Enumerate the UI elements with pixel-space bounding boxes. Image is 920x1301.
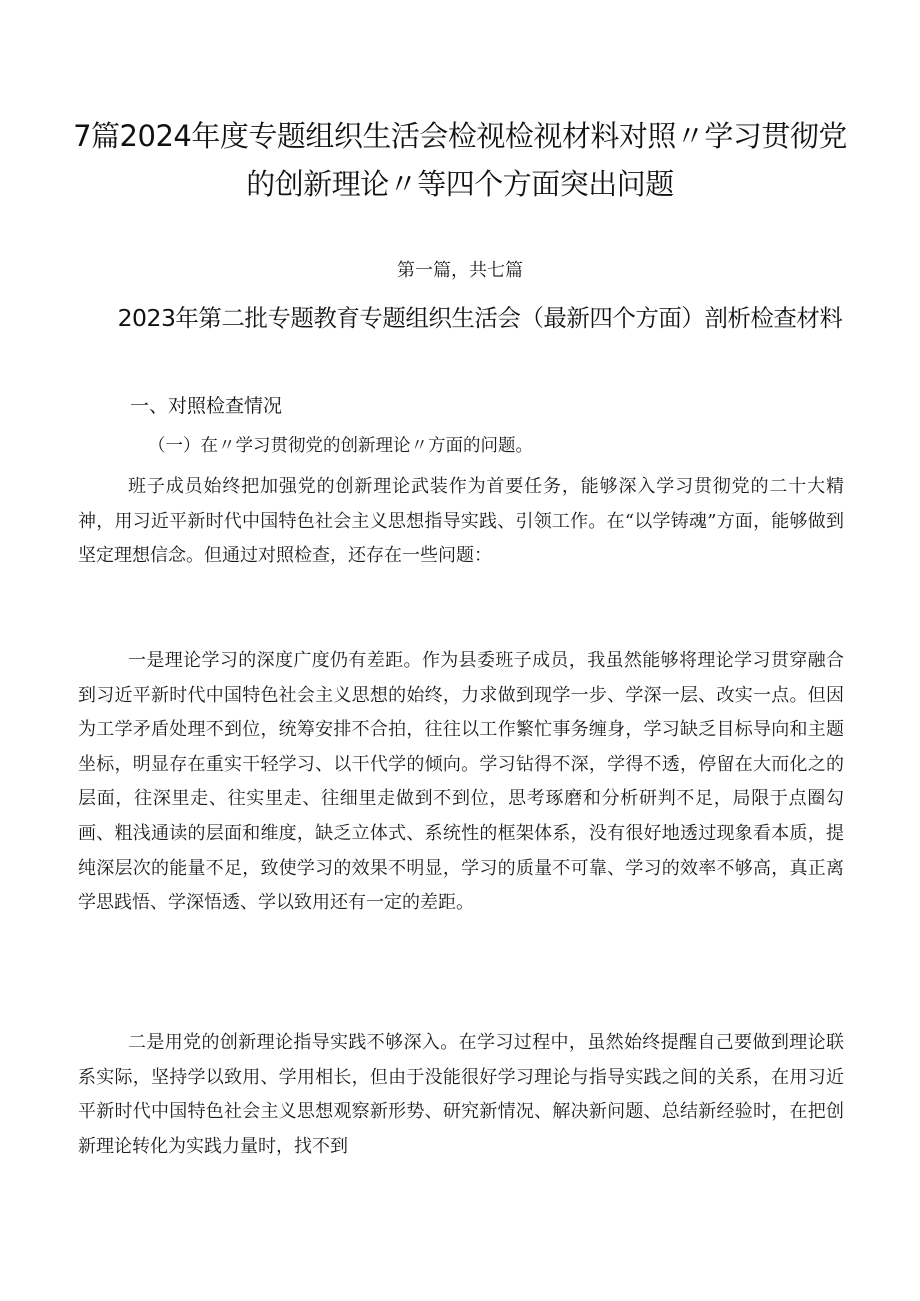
document-title: 7篇2024年度专题组织生活会检视检视材料对照〃学习贯彻党的创新理论〃等四个方面突出问题 [73,119,847,201]
sub-heading: （一）在〃学习贯彻党的创新理论〃方面的问题。 [148,436,533,456]
chapter-title: 2023年第二批专题教育专题组织生活会（最新四个方面）剖析检查材料 [117,304,843,332]
paragraph-point-two: 二是用党的创新理论指导实践不够深入。在学习过程中，虽然始终提醒自己要做到理论联系实际，坚持学以致用、学用相长，但由于没能很好学习理论与指导实践之间的关系，在用习近平新时代中国特色社会主义思想观察新形势、研究新情况、解决新问题、总结新经验时，在把创新理论转化为实践力量时，找不到 [78,1032,844,1157]
section-heading: 一、对照检查情况 [130,395,283,417]
paragraph-point-one: 一是理论学习的深度广度仍有差距。作为县委班子成员，我虽然能够将理论学习贯穿融合到习近平新时代中国特色社会主义思想的始终，力求做到现学一步、学深一层、改实一点。但因为工学矛盾处理不到位，统筹安排不合拍，往往以工作繁忙事务缠身，学习缺乏目标导向和主题坐标，明显存在重实干轻学习、以干代学的倾向。学习钻得不深，学得不透，停留在大而化之的层面，往深里走、往实里走、往细里走做到不到位，思考琢磨和分析研判不足，局限于点圈勾画、粗浅通读的层面和维度，缺乏立体式、系统性的框架体系，没有很好地透过现象看本质，提纯深层次的能量不足，致使学习的效果不明显，学习的质量不可靠、学习的效率不够高，真正离学思践悟、学深悟透、学以致用还有一定的差距。 [78,650,844,914]
chapter-label: 第一篇，共七篇 [397,260,523,281]
paragraph-intro: 班子成员始终把加强党的创新理论武装作为首要任务，能够深入学习贯彻党的二十大精神，用习近平新时代中国特色社会主义思想指导实践、引领工作。在“以学铸魂”方面，能够做到坚定理想信念。但通过对照检查，还存在一些问题： [78,476,844,567]
